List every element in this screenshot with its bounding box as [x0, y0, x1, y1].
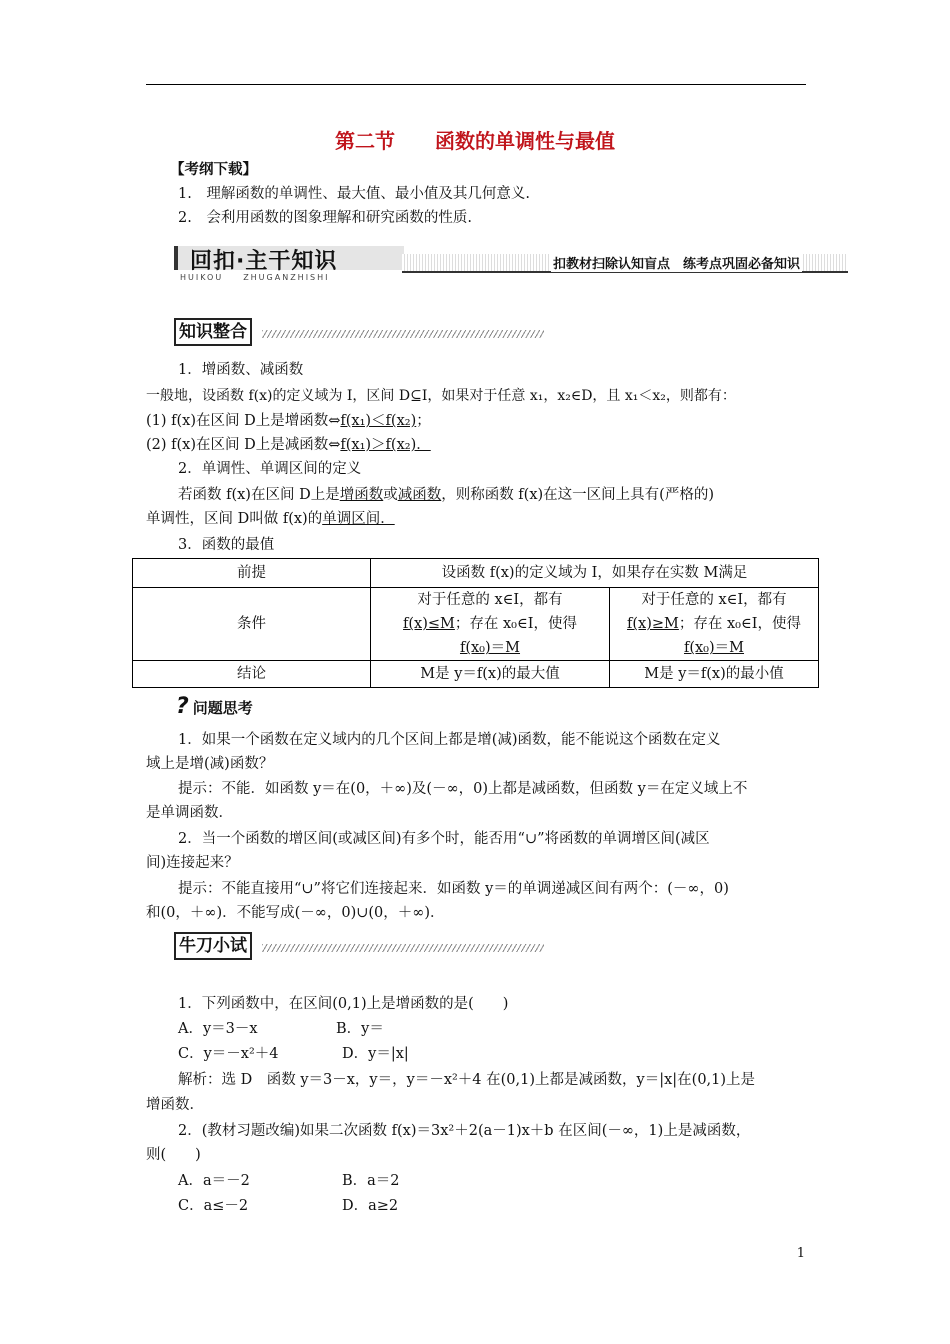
question-tag: [176, 694, 253, 719]
text: 若函数 f(x)在区间 D上是: [178, 487, 340, 503]
answer-text: f(x₀)＝M: [683, 640, 745, 656]
question-1b: 域上是增(减)函数？: [146, 756, 274, 772]
condition-label: 条件: [133, 588, 371, 661]
text: 单调性，区间 D叫做 f(x)的: [146, 511, 323, 527]
practice-2a: 2．(教材习题改编)如果二次函数 f(x)＝3x²＋2(a－1)x＋b 在区间(－∞，1)上是减函数，: [178, 1123, 751, 1139]
practice-2-option-b: B．a＝2: [342, 1173, 400, 1189]
condition-max: [371, 588, 610, 661]
question-1a: 1．如果一个函数在定义域内的几个区间上都是增(减)函数，能不能说这个函数在定义: [178, 732, 721, 748]
section-banner: [174, 246, 848, 280]
banner-title: 回扣·主干知识: [190, 249, 338, 274]
answer-text: f(x)≤M: [403, 616, 455, 632]
conclusion-label: 结论: [133, 661, 371, 688]
text: ；存在 x₀∈I，使得: [454, 616, 577, 632]
answer-1b: 是单调函数．: [146, 805, 233, 821]
banner-slogan-bar: [402, 254, 848, 273]
answer-text: f(x₁)＞f(x₂)．: [340, 437, 431, 453]
knowledge-heading-1: 1．增函数、减函数: [178, 362, 304, 378]
knowledge-tag: 知识整合: [174, 318, 252, 346]
question-2b: 间)连接起来？: [146, 855, 239, 871]
answer-text: 单调区间．: [322, 511, 395, 527]
top-rule: [146, 84, 806, 85]
extreme-value-table: [132, 558, 819, 688]
text: (2) f(x)在区间 D上是减函数⇔: [146, 437, 341, 453]
text: [371, 636, 609, 660]
table-row: [133, 559, 819, 588]
practice-1-solution-a: 解析：选 D 函数 y＝3－x，y＝，y＝－x²＋4 在(0,1)上都是减函数，y＝|x|在(0,1)上是: [178, 1072, 756, 1088]
text: 或: [383, 487, 398, 503]
condition-min: [610, 588, 819, 661]
text: [610, 636, 818, 660]
practice-2-option-d: D．a≥2: [342, 1198, 399, 1214]
text: ；: [416, 413, 431, 429]
practice-2-option-a: A．a＝－2: [178, 1173, 250, 1189]
knowledge-para-1b: [146, 435, 431, 455]
section-title: 第二节 函数的单调性与最值: [335, 129, 615, 153]
table-row: [133, 588, 819, 661]
hatch-divider: [262, 330, 544, 338]
premise-text: 设函数 f(x)的定义域为 I，如果存在实数 M满足: [371, 559, 819, 588]
answer-1a: 提示：不能．如函数 y＝在(0，＋∞)及(－∞，0)上都是减函数，但函数 y＝在定义域上不: [178, 781, 748, 797]
knowledge-heading-2: 2．单调性、单调区间的定义: [178, 461, 362, 477]
banner-pinyin: HUIKOU ZHUGANZHISHI: [180, 273, 330, 282]
answer-text: 减函数: [397, 487, 442, 503]
text: 对于任意的 x∈I，都有: [417, 592, 563, 608]
practice-1: 1．下列函数中，在区间(0,1)上是增函数的是( ): [178, 996, 509, 1012]
practice-tag: 牛刀小试: [174, 932, 252, 960]
practice-1-option-a: A．y＝3－x: [178, 1021, 258, 1037]
hatch-divider: [262, 944, 544, 952]
page-number: 1: [796, 1246, 805, 1261]
knowledge-para-1a: [146, 411, 431, 431]
table-row: [133, 661, 819, 688]
text: [371, 612, 609, 636]
outline-item-2: 2. 会利用函数的图象理解和研究函数的性质.: [178, 210, 472, 226]
answer-2a: 提示：不能直接用“∪”将它们连接起来．如函数 y＝的单调递减区间有两个：(－∞，0): [178, 881, 729, 897]
knowledge-para-1: 一般地，设函数 f(x)的定义域为 I，区间 D⊆I，如果对于任意 x₁，x₂∈D，且 x₁＜x₂，则都有：: [146, 388, 736, 404]
practice-1-option-c: C．y＝－x²＋4: [178, 1046, 279, 1062]
text: ；存在 x₀∈I，使得: [678, 616, 801, 632]
banner-slogan: 扣教材扫除认知盲点 练考点巩固必备知识: [551, 253, 802, 272]
answer-text: f(x)≥M: [627, 616, 679, 632]
conclusion-min: M是 y＝f(x)的最小值: [610, 661, 819, 688]
answer-text: f(x₁)＜f(x₂): [340, 413, 417, 429]
knowledge-para-2b: [146, 509, 395, 529]
question-2a: 2．当一个函数的增区间(或减区间)有多个时，能否用“∪”将函数的单调增区间(减区: [178, 831, 710, 847]
answer-text: f(x₀)＝M: [459, 640, 521, 656]
text: (1) f(x)在区间 D上是增函数⇔: [146, 413, 341, 429]
answer-2b: 和(0，＋∞)．不能写成(－∞，0)∪(0，＋∞)．: [146, 905, 445, 921]
practice-1-solution-b: 增函数．: [146, 1097, 204, 1113]
knowledge-para-2a: [178, 485, 714, 505]
text: 对于任意的 x∈I，都有: [641, 592, 787, 608]
conclusion-max: M是 y＝f(x)的最大值: [371, 661, 610, 688]
text: [610, 612, 818, 636]
practice-2b: 则( ): [146, 1147, 201, 1163]
knowledge-heading-3: 3．函数的最值: [178, 537, 275, 553]
practice-2-option-c: C．a≤－2: [178, 1198, 249, 1214]
premise-label: 前提: [133, 559, 371, 588]
answer-text: 增函数: [339, 487, 384, 503]
question-mark-icon: ?: [176, 694, 189, 719]
practice-1-option-d: D．y＝|x|: [342, 1046, 409, 1062]
outline-item-1: 1. 理解函数的单调性、最大值、最小值及其几何意义.: [178, 186, 530, 202]
question-tag-label: 问题思考: [192, 699, 253, 717]
practice-1-option-b: B．y＝: [336, 1021, 384, 1037]
banner-title-box: [174, 246, 404, 274]
text: ，则称函数 f(x)在这一区间上具有(严格的): [441, 487, 714, 503]
outline-label: 【考纲下载】: [170, 162, 257, 178]
